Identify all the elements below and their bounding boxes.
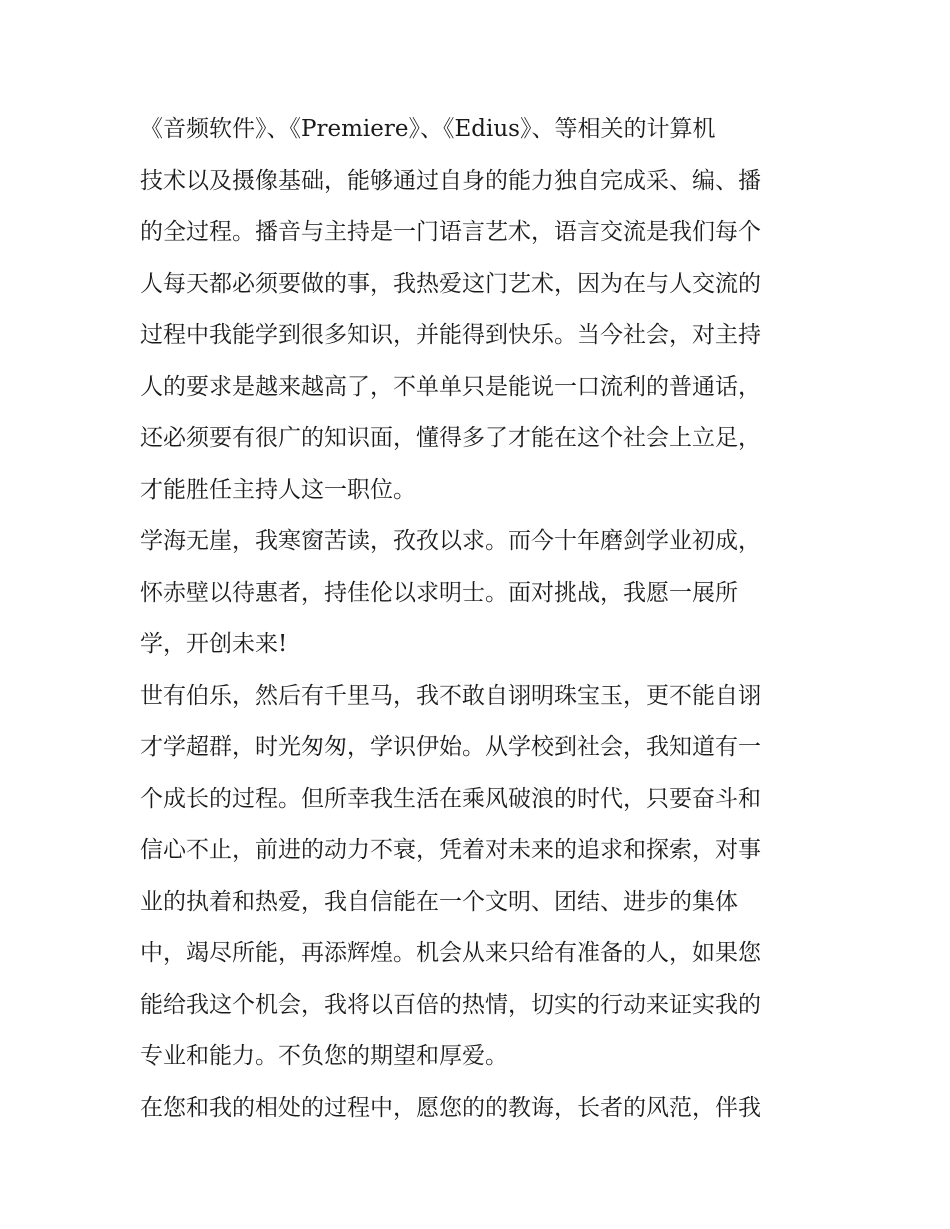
- text-line: 业的执着和热爱，我自信能在一个文明、团结、进步的集体: [140, 888, 738, 915]
- text-line: 的全过程。播音与主持是一门语言艺术，语言交流是我们每个: [140, 219, 761, 245]
- text-line: 人的要求是越来越高了，不单单只是能说一口流利的普通话，: [140, 373, 761, 400]
- text-line: 能给我这个机会，我将以百倍的热情，切实的行动来证实我的: [140, 991, 761, 1018]
- text-line: 还必须要有很广的知识面，懂得多了才能在这个社会上立足，: [140, 425, 761, 451]
- text-line: 才学超群，时光匆匆，学识伊始。从学校到社会，我知道有一: [140, 734, 761, 760]
- text-line: 怀赤壁以待惠者，持佳伦以求明士。面对挑战，我愿一展所: [140, 579, 738, 606]
- text-line: 在您和我的相处的过程中，愿您的的教诲，长者的风范，伴我: [140, 1094, 761, 1121]
- text-line: 信心不止，前进的动力不衰，凭着对未来的追求和探索，对事: [140, 837, 761, 863]
- text-line: 中，竭尽所能，再添辉煌。机会从来只给有准备的人，如果您: [140, 940, 761, 966]
- text-line: 专业和能力。不负您的期望和厚爱。: [140, 1043, 508, 1069]
- text-line: 《音频软件》、《Premiere》、《Edius》、等相关的计算机: [140, 116, 716, 142]
- text-line: 才能胜任主持人这一职位。: [140, 476, 416, 503]
- text-line: 技术以及摄像基础，能够通过自身的能力独自完成采、编、播: [140, 167, 761, 194]
- text-line: 人每天都必须要做的事，我热爱这门艺术，因为在与人交流的: [140, 270, 761, 297]
- text-line: 过程中我能学到很多知识，并能得到快乐。当今社会，对主持: [140, 322, 761, 348]
- text-line: 学，开创未来!: [140, 631, 288, 657]
- text-line: 世有伯乐，然后有千里马，我不敢自诩明珠宝玉，更不能自诩: [140, 682, 761, 709]
- text-line: 学海无崖，我寒窗苦读，孜孜以求。而今十年磨剑学业初成，: [140, 528, 761, 554]
- document-body: [140, 104, 815, 1134]
- text-line: 个成长的过程。但所幸我生活在乘风破浪的时代，只要奋斗和: [140, 785, 761, 812]
